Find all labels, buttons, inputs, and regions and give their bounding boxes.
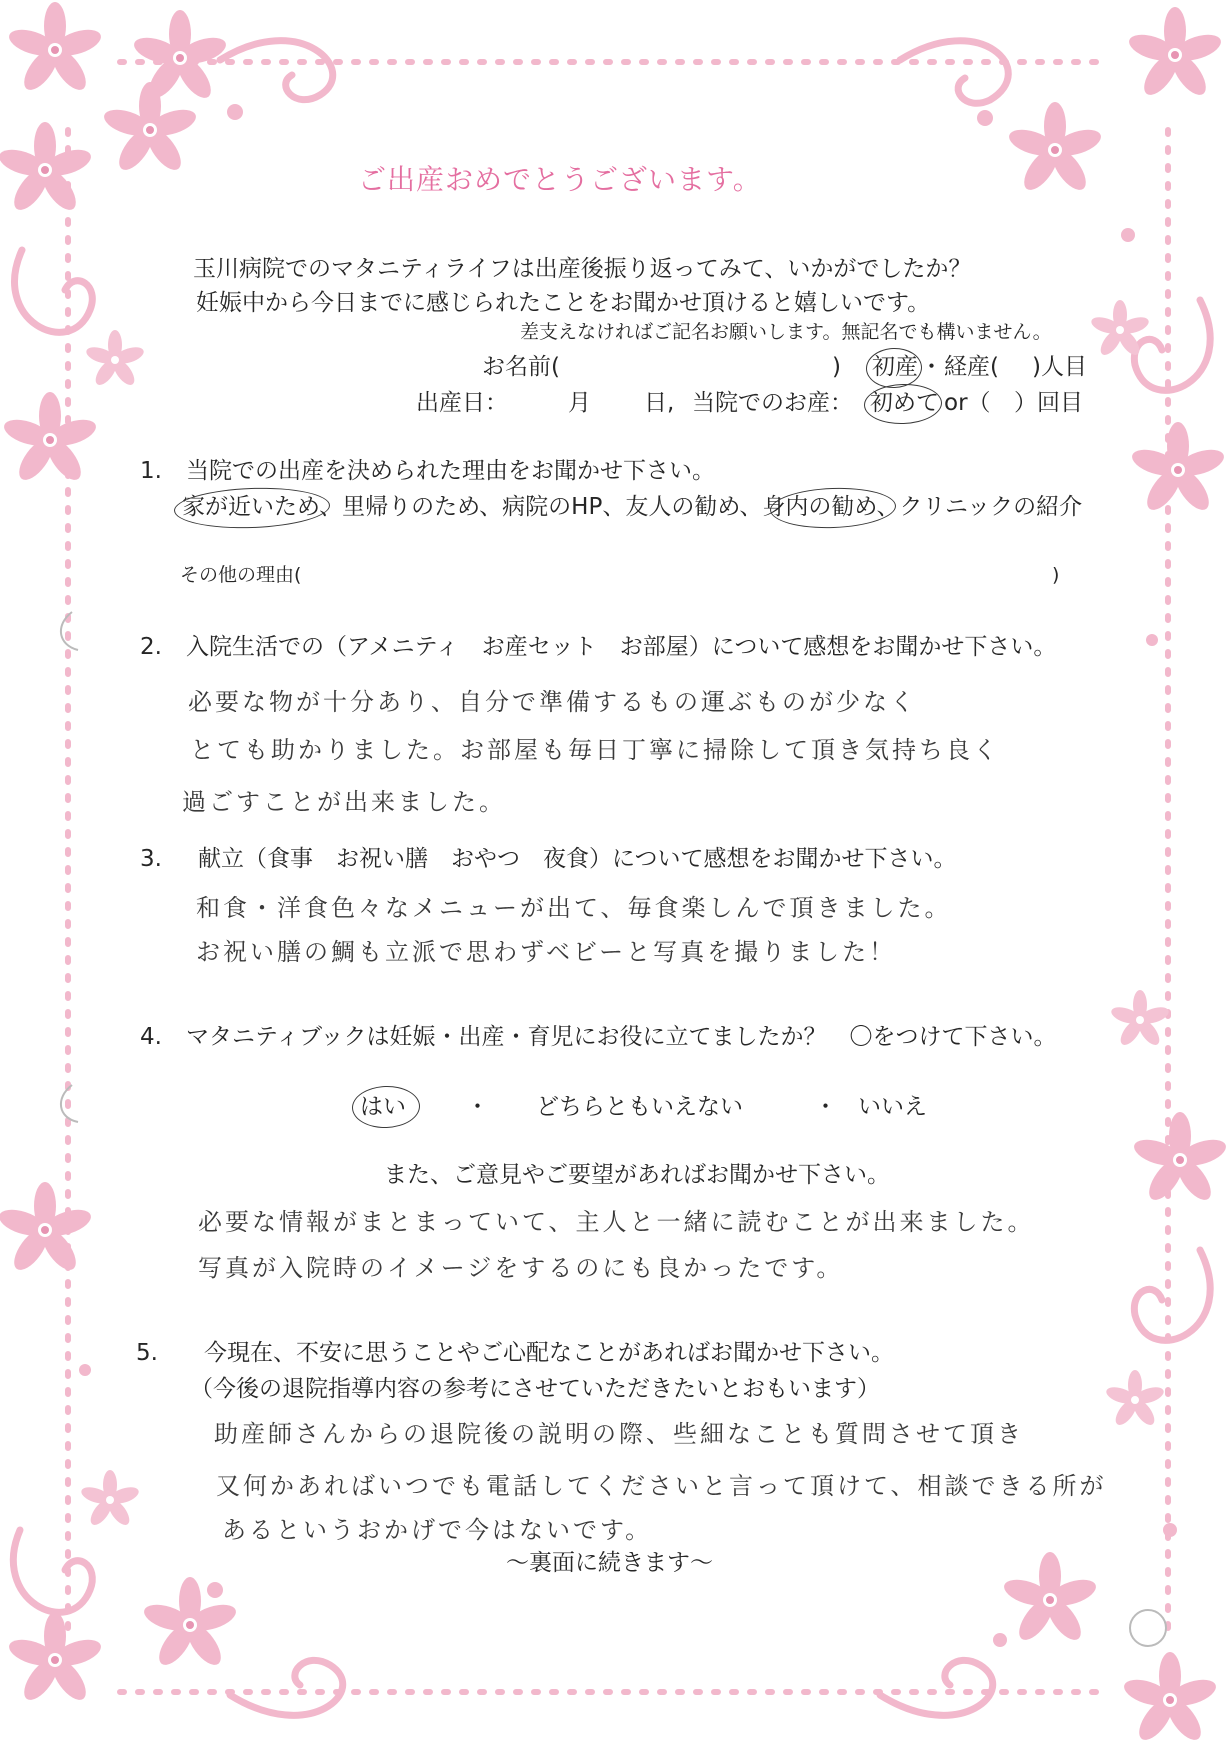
q4-answer-line-1: 必要な情報がまとまっていて、主人と一緒に読むことが出来ました。 <box>198 1208 1035 1236</box>
q1-option-clinic-referral: 、クリニックの紹介 <box>876 494 1083 520</box>
q2-answer-line-2: とても助かりました。お部屋も毎日丁寧に掃除して頂き気持ち良く <box>190 736 1000 764</box>
q1-other-close: ) <box>1052 564 1060 586</box>
day-label: 日, <box>644 390 675 416</box>
q1-number: 1. <box>140 458 162 484</box>
q5-answer-line-2: 又何かあればいつでも電話してくださいと言って頂けて、相談できる所が <box>216 1472 1107 1500</box>
q1-option-list: 、里帰りのため、病院のHP、友人の勧め、 <box>319 494 763 520</box>
q4-followup: また、ご意見やご要望があればお聞かせ下さい。 <box>384 1162 890 1188</box>
q4-choice-no: いいえ <box>858 1094 927 1120</box>
q4-question: マタニティブックは妊娠・出産・育児にお役に立てましたか？ 〇をつけて下さい。 <box>186 1024 1057 1050</box>
q4-choice-separator-2: ・ <box>814 1094 837 1120</box>
q5-subtext: （今後の退院指導内容の参考にさせていただきたいとおもいます） <box>190 1376 880 1402</box>
page-title: ご出産おめでとうございます。 <box>358 163 762 196</box>
continued-note: ～裏面に続きます～ <box>506 1550 713 1576</box>
q5-number: 5. <box>136 1340 158 1366</box>
q3-number: 3. <box>140 846 162 872</box>
first-time-option: 初めて <box>870 390 939 416</box>
q4-number: 4. <box>140 1024 162 1050</box>
q1-option-family-recommendation: 身内の勧め <box>762 494 877 520</box>
q5-question: 今現在、不安に思うことやご心配なことがあればお聞かせ下さい。 <box>204 1340 894 1366</box>
q1-option-close-to-home: 家が近いため <box>182 494 320 520</box>
month-label: 月 <box>568 390 591 416</box>
hospital-birth-label: 当院でのお産： <box>692 390 853 416</box>
intro-note: 差支えなければご記名お願いします。無記名でも構いません。 <box>520 321 1052 343</box>
q3-answer-line-1: 和食・洋食色々なメニューが出て、毎食楽しんで頂きました。 <box>196 894 952 922</box>
q4-choice-yes: はい <box>360 1094 406 1120</box>
experienced-birth-option: 経産( <box>944 354 999 380</box>
intro-line-2: 妊娠中から今日までに感じられたことをお聞かせ頂けると嬉しいです。 <box>196 290 931 316</box>
q1-question: 当院での出産を決められた理由をお聞かせ下さい。 <box>186 458 715 484</box>
intro-line-1: 玉川病院でのマタニティライフは出産後振り返ってみて、いかがでしたか？ <box>193 256 972 282</box>
q5-answer-line-3: あるというおかげで今はないです。 <box>222 1516 653 1544</box>
q4-answer-line-2: 写真が入院時のイメージをするのにも良かったです。 <box>198 1254 844 1282</box>
q2-answer-line-1: 必要な物が十分あり、自分で準備するもの運ぶものが少なく <box>188 688 917 716</box>
or-label: or（ <box>944 390 991 416</box>
q3-answer-line-2: お祝い膳の鯛も立派で思わずベビーと写真を撮りました！ <box>196 938 897 966</box>
q4-choice-separator-1: ・ <box>466 1094 489 1120</box>
q2-answer-line-3: 過ごすことが出来ました。 <box>182 788 506 816</box>
q2-number: 2. <box>140 634 162 660</box>
times-label: ）回目 <box>1014 390 1083 416</box>
first-birth-option: 初産 <box>872 354 918 380</box>
name-close: ) <box>832 354 841 380</box>
birth-date-label: 出産日： <box>416 390 508 416</box>
nth-person-label: )人目 <box>1032 354 1087 380</box>
q5-answer-line-1: 助産師さんからの退院後の説明の際、些細なことも質問させて頂き <box>214 1420 1024 1448</box>
option-separator: ・ <box>920 354 943 380</box>
q1-other-label: その他の理由( <box>180 564 302 586</box>
q4-choice-neither: どちらともいえない <box>536 1094 743 1120</box>
name-label: お名前( <box>482 354 560 380</box>
q3-question: 献立（食事 お祝い膳 おやつ 夜食）について感想をお聞かせ下さい。 <box>198 846 957 872</box>
q2-question: 入院生活での（アメニティ お産セット お部屋）について感想をお聞かせ下さい。 <box>186 634 1057 660</box>
